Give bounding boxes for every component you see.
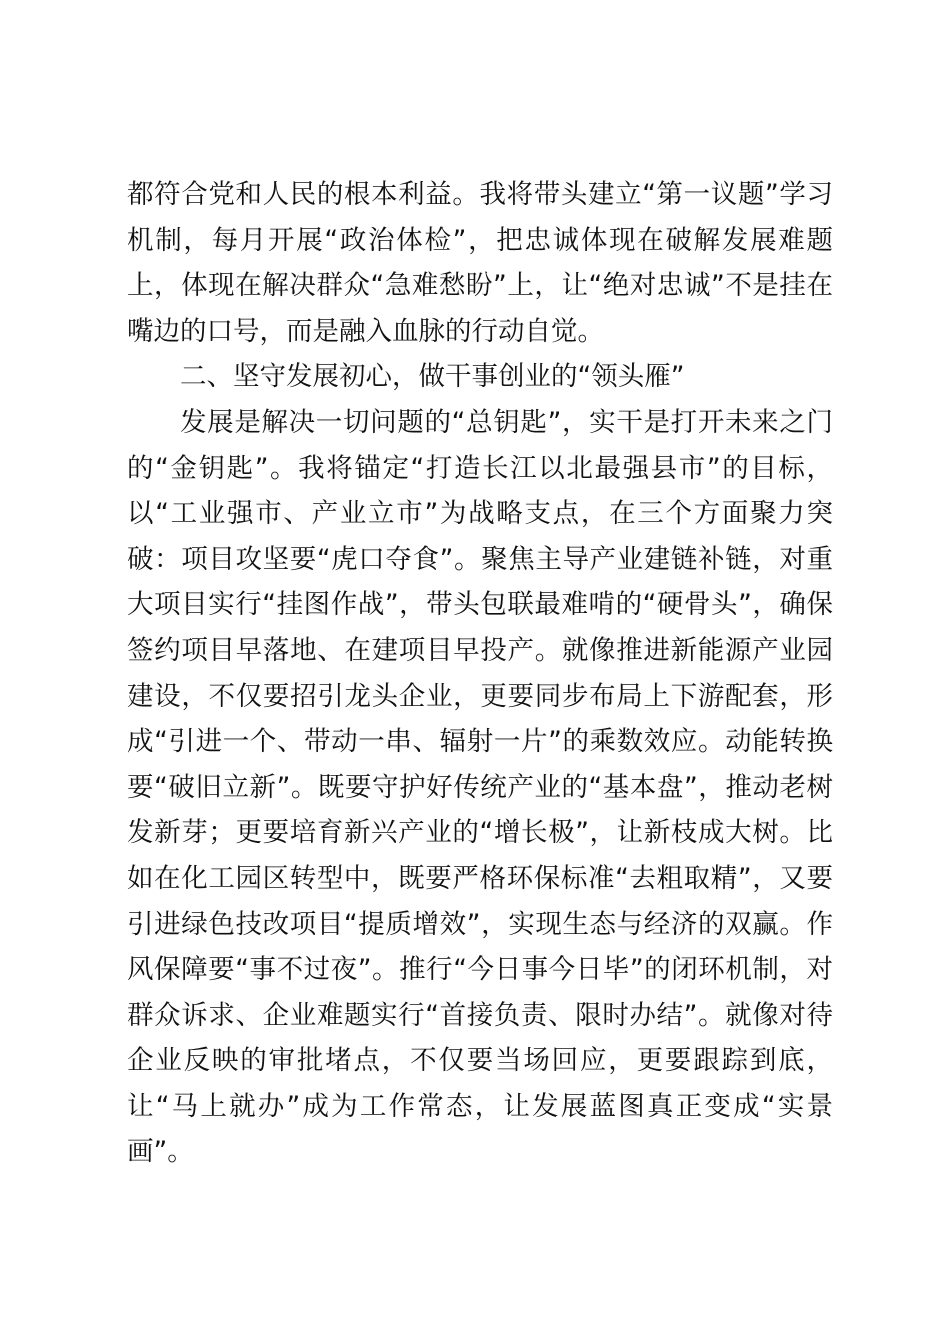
paragraph: 发展是解决一切问题的“总钥匙”，实干是打开未来之门的“金钥匙”。我将锚定“打造长江以北最强县市”的目标，以“工业强市、产业立市”为战略支点，在三个方面聚力突破：项目攻坚要“虎口夺食”。聚焦主导产业建链补链，对重大项目实行“挂图作战”，带头包联最难啃的“硬骨头”，确保签约项目早落地、在建项目早投产。就像推进新能源产业园建设，不仅要招引龙头企业，更要同步布局上下游配套，形成“引进一个、带动一串、辐射一片”的乘数效应。动能转换要“破旧立新”。既要守护好传统产业的“基本盘”，推动老树发新芽；更要培育新兴产业的“增长极”，让新枝成大树。比如在化工园区转型中，既要严格环保标准“去粗取精”，又要引进绿色技改项目“提质增效”，实现生态与经济的双赢。作风保障要“事不过夜”。推行“今日事今日毕”的闭环机制，对群众诉求、企业难题实行“首接负责、限时办结”。就像对待企业反映的审批堵点，不仅要当场回应，更要跟踪到底，让“马上就办”成为工作常态，让发展蓝图真正变成“实景画”。 xyxy=(127,406,833,1168)
section-heading: 二、坚守发展初心，做干事创业的“领头雁” xyxy=(180,361,685,393)
paragraph-continuation: 都符合党和人民的根本利益。我将带头建立“第一议题”学习机制，每月开展“政治体检”，把忠诚体现在破解发展难题上，体现在解决群众“急难愁盼”上，让“绝对忠诚”不是挂在嘴边的口号，而是融入血脉的行动自觉。 xyxy=(127,179,833,347)
document-body xyxy=(127,172,833,1175)
